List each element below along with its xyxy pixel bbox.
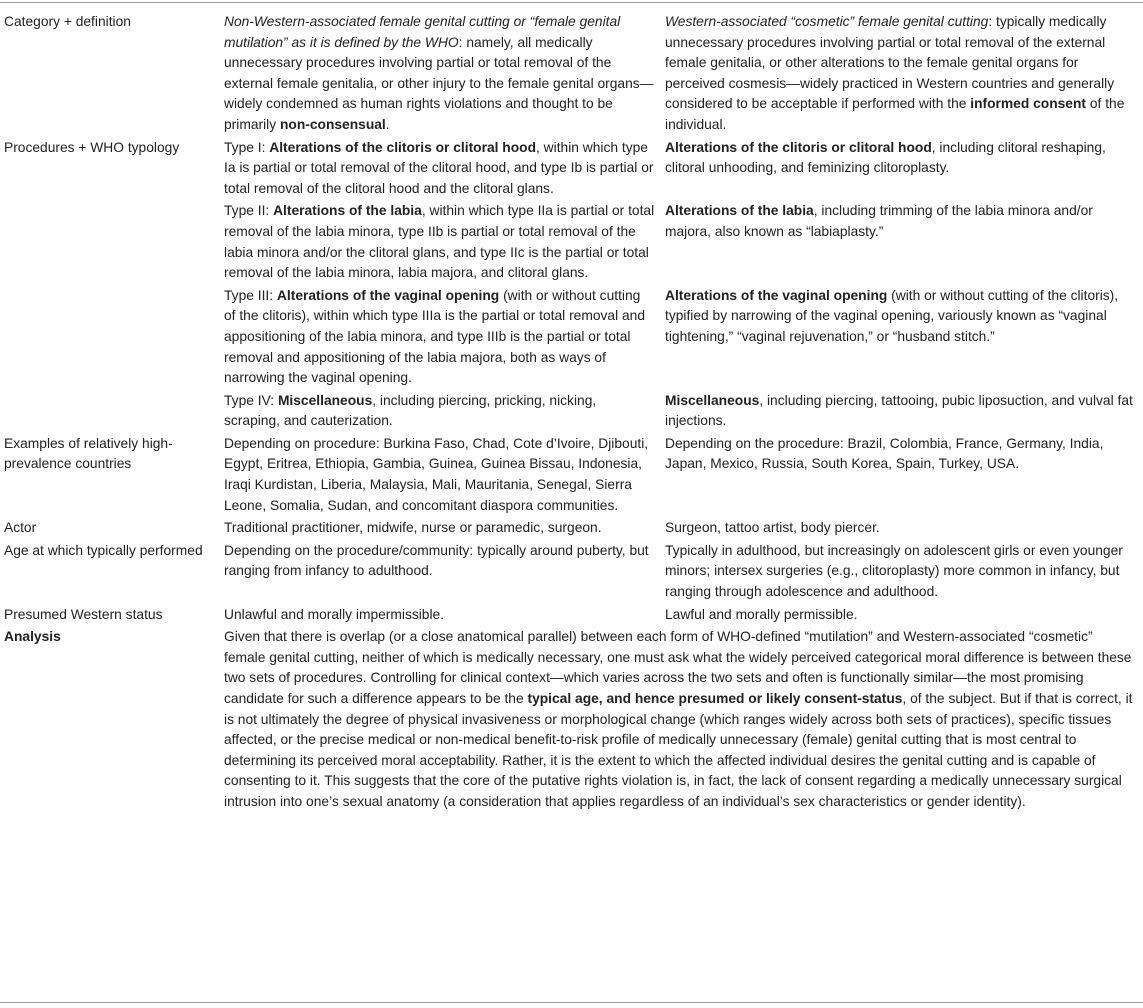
row-actor: [0, 518, 1143, 541]
row-procedures-type-1: [0, 138, 1143, 202]
procedure-type-2-western: Alterations of the labia, including trimming of the labia minora and/or majora, also known as “labiaplasty.”: [665, 203, 1093, 239]
actor-non-western: Traditional practitioner, midwife, nurse or paramedic, surgeon.: [224, 520, 602, 536]
row-definition: [0, 12, 1143, 138]
row-status: [0, 605, 1143, 628]
actor-western: Surgeon, tattoo artist, body piercer.: [665, 520, 880, 536]
procedure-type-3-who: Type III: Alterations of the vaginal opening (with or without cutting of the clitoris), within which type IIIa is the partial or total removal and appositioning of the labia minora, and type IIIb is the partial or total removal and appositioning of the labia majora, both as ways of narrowing the vaginal opening.: [224, 287, 645, 386]
row-label-status: Presumed Western status: [4, 606, 163, 622]
procedure-type-3-western: Alterations of the vaginal opening (with or without cutting of the clitoris), typified by narrowing of the vaginal opening, variously known as “vaginal tightening,” “vaginal rejuvenation,” or “husband stitch.”: [665, 287, 1119, 344]
row-procedures-type-2: [0, 201, 1143, 285]
status-non-western: Unlawful and morally impermissible.: [224, 606, 445, 622]
procedure-type-1-western: Alterations of the clitoris or clitoral hood, including clitoral reshaping, clitoral unhooding, and feminizing clitoroplasty.: [665, 139, 1106, 176]
row-analysis: [0, 627, 1143, 814]
age-non-western: Depending on the procedure/community: typically around puberty, but ranging from infancy to adulthood.: [224, 542, 649, 579]
row-label-procedures: Procedures + WHO typology: [4, 139, 180, 155]
row-label-analysis: Analysis: [4, 629, 61, 645]
countries-western: Depending on the procedure: Brazil, Colombia, France, Germany, India, Japan, Mexico, Russia, South Korea, Spain, Turkey, USA.: [665, 435, 1104, 472]
age-western: Typically in adulthood, but increasingly on adolescent girls or even younger minors; intersex surgeries (e.g., clitoroplasty) more common in infancy, but ranging through adolescence and adulthood.: [665, 542, 1123, 600]
row-label-countries: Examples of relatively high-prevalence countries: [4, 435, 173, 472]
procedure-type-1-who: Type I: Alterations of the clitoris or clitoral hood, within which type Ia is partial or total removal of the clitoral hood, and type Ib is partial or total removal of the clitoral hood and the clitoral glans.: [224, 139, 654, 196]
row-label-definition: Category + definition: [4, 14, 131, 29]
countries-non-western: Depending on procedure: Burkina Faso, Chad, Cote d’Ivoire, Djibouti, Egypt, Eritrea, Ethiopia, Gambia, Guinea, Guinea Bissau, Indonesia, Iraqi Kurdistan, Liberia, Malaysia, Mali, Mauritania, Senegal, Sierra Leone, Somalia, Sudan, and concomitant diaspora communities.: [224, 435, 649, 513]
comparison-table: [0, 12, 1143, 815]
procedure-type-4-who: Type IV: Miscellaneous, including piercing, pricking, nicking, scraping, and cauterization.: [224, 392, 597, 429]
procedure-type-4-western: Miscellaneous, including piercing, tattooing, pubic liposuction, and vulval fat injections.: [665, 392, 1133, 429]
row-age: [0, 541, 1143, 605]
status-western: Lawful and morally permissible.: [665, 606, 858, 622]
analysis-text: Given that there is overlap (or a close anatomical parallel) between each form of WHO-defined “mutilation” and Western-associated “cosmetic” female genital cutting, neither of which is medically necessary, one must ask what the widely perceived categorical moral difference is between these two sets of procedures. Controlling for clinical context—which varies across the two sets and often is functionally similar—the most promising candidate for such a difference appears to be the typical age, and hence presumed or likely consent-status, of the subject. But if that is correct, it is not ultimately the degree of physical invasiveness or morphological change (which ranges widely across both sets of practices), specific tissues affected, or the precise medical or non-medical benefit-to-risk profile of medically unnecessary (female) genital cutting that is most central to determining its perceived moral acceptability. Rather, it is the extent to which the affected individual desires the genital cutting and is capable of consenting to it. This suggests that the core of the putative rights violation is, in fact, the lack of consent regarding a medically unnecessary surgical intrusion into one’s sexual anatomy (a consideration that applies regardless of an individual’s sex characteristics or gender identity).: [224, 629, 1133, 809]
row-label-age: Age at which typically performed: [4, 542, 203, 558]
row-procedures-type-3: [0, 286, 1143, 391]
row-label-actor: Actor: [4, 520, 37, 536]
top-rule: [0, 2, 1143, 3]
bottom-rule: [0, 1002, 1143, 1003]
definition-non-western: Non-Western-associated female genital cutting or “female genital mutilation” as it is defined by the WHO: namely, all medically unnecessary procedures involving partial or total removal of the external female genitalia, or other injury to the female genital organs—widely condemned as human rights violations and thought to be primarily non-consensual.: [224, 14, 654, 132]
definition-western: Western-associated “cosmetic” female genital cutting: typically medically unnecessary procedures involving partial or total removal of the external female genitalia, or other alterations to the female genital organs for perceived cosmesis—widely practiced in Western countries and generally considered to be acceptable if performed with the informed consent of the individual.: [665, 14, 1125, 132]
row-procedures-type-4: [0, 391, 1143, 434]
row-countries: [0, 434, 1143, 518]
procedure-type-2-who: Type II: Alterations of the labia, within which type IIa is partial or total removal of the labia minora, type IIb is partial or total removal of the labia minora and/or the clitoral glans, and type IIc is the partial or total removal of the labia minora, labia majora, and clitoral glans.: [224, 203, 655, 281]
